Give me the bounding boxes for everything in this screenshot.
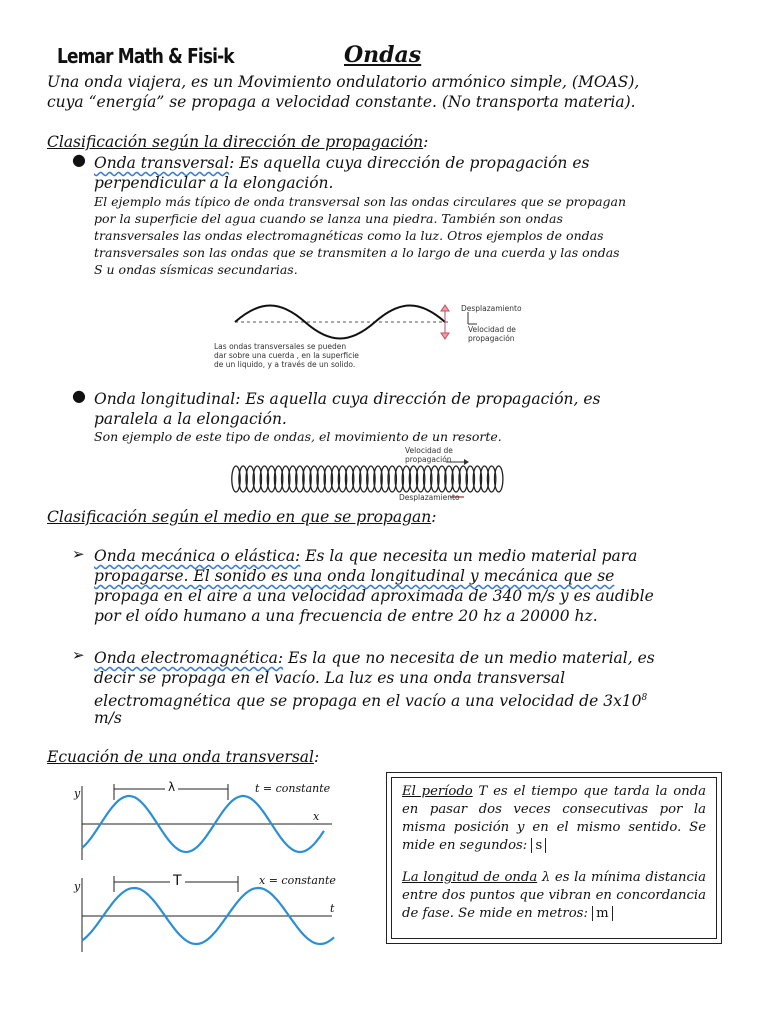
transversal-term: Onda transversal: [94, 154, 230, 172]
electro-line-4: m/s: [94, 709, 122, 727]
mecanica-line-1: [94, 546, 637, 566]
periodo-term: El período: [402, 784, 473, 799]
heading-colon: :: [313, 748, 320, 766]
section-heading-medium: [47, 507, 436, 527]
example-line: transversales las ondas electromagnéticas como la luz. Otros ejemplos de ondas: [94, 228, 604, 243]
spring-velocity-label-2: propagación: [405, 455, 452, 464]
definitions-box-inner: [391, 777, 717, 939]
transversal-velocity-label-2: propagación: [468, 334, 515, 343]
graph1-y-label: y: [74, 787, 81, 800]
transversal-def-line-1: [94, 153, 589, 173]
mecanica-line-2: [94, 566, 614, 586]
longitudinal-def-line-2: paralela a la elongación.: [94, 410, 287, 428]
section-heading-medium-text: Clasificación según el medio en que se propagan: [47, 508, 432, 526]
graph2-x-label: t: [330, 902, 335, 915]
section-heading-equation: [47, 747, 319, 767]
periodo-unit: s: [531, 838, 546, 853]
longitudinal-example: Son ejemplo de este tipo de ondas, el movimiento de un resorte.: [94, 429, 502, 444]
mecanica-line1-rest: Es la que necesita un medio material para: [300, 547, 638, 565]
graph1-condition: t = constante: [255, 782, 331, 795]
transversal-figure-caption: [214, 342, 359, 369]
mecanica-line-2-text: propagarse. El sonido es una onda longitudinal y mecánica que se: [94, 567, 615, 585]
heading-colon: :: [423, 133, 429, 151]
spring-coils: [232, 466, 503, 492]
period-symbol: T: [170, 873, 185, 889]
electro-line1-rest: Es la que no necesita de un medio material, es: [283, 649, 655, 667]
electro-exponent: 8: [641, 693, 648, 703]
longitud-definition: [402, 869, 706, 923]
caption-line: dar sobre una cuerda , en la superficie: [214, 351, 359, 360]
mecanica-term: Onda mecánica o elástica:: [94, 547, 301, 565]
electro-line-1: [94, 648, 655, 668]
mecanica-line-4: por el oído humano a una frecuencia de entre 20 hz a 20000 hz.: [94, 607, 598, 625]
transversal-def-rest: : Es aquella cuya dirección de propagación es: [229, 154, 590, 172]
section-heading-equation-text: Ecuación de una onda transversal: [47, 748, 314, 766]
longitud-text: λ es la mínima distancia entre dos puntos que vibran en concordancia de fase. Se mide en metros:: [402, 870, 706, 921]
brand-logo-text: Lemar Math & Fisi-k: [57, 44, 234, 68]
caption-line: de un liquido, y a través de un solido.: [214, 360, 356, 369]
longitud-term: La longitud de onda: [402, 870, 538, 885]
bullet-dot: ●: [72, 386, 86, 405]
longitudinal-spring-figure: [228, 446, 508, 502]
spring-velocity-arrowhead: [464, 459, 469, 465]
spring-displacement-label: Desplazamiento: [399, 493, 460, 502]
graph1-x-label: x: [313, 810, 320, 823]
transversal-def-line-2: perpendicular a la elongación.: [94, 174, 334, 192]
lambda-symbol: λ: [165, 780, 178, 794]
transversal-velocity-label-1: Velocidad de: [468, 325, 516, 334]
longitud-unit: m: [592, 906, 613, 921]
bullet-dot: ●: [72, 150, 86, 169]
heading-colon: :: [431, 508, 437, 526]
graph2-y-label: y: [74, 880, 81, 893]
transversal-example: [94, 193, 734, 278]
periodo-text: T es el tiempo que tarda la onda en pasar dos veces consecutivas por la misma posición y en el mismo sentido. Se mide en segundos:: [402, 784, 706, 853]
caption-line: Las ondas transversales se pueden: [214, 342, 347, 351]
section-heading-direction-text: Clasificación según la dirección de propagación: [47, 133, 424, 151]
electro-line-3: [94, 688, 647, 711]
section-heading-direction: [47, 132, 428, 152]
mecanica-line-3: propaga en el aire a una velocidad aproximada de 340 m/s y es audible: [94, 587, 654, 605]
longitudinal-def-line-1: Onda longitudinal: Es aquella cuya dirección de propagación, es: [94, 390, 601, 408]
arrow-bullet-icon: ➢: [72, 646, 85, 664]
graph2-condition: x = constante: [259, 874, 336, 887]
example-line: por la superficie del agua cuando se lanza una piedra. También son ondas: [94, 211, 563, 226]
example-line: El ejemplo más típico de onda transversal son las ondas circulares que se propagan: [94, 194, 627, 209]
electro-line-3-text: electromagnética que se propaga en el vacío a una velocidad de 3x10: [94, 692, 642, 711]
electro-term: Onda electromagnética:: [94, 649, 284, 667]
intro-line-2: cuya “energía” se propaga a velocidad constante. (No transporta materia).: [47, 93, 636, 111]
transversal-displacement-label: Desplazamiento: [461, 304, 522, 313]
example-line: transversales son las ondas que se transmiten a lo largo de una cuerda y las ondas: [94, 245, 620, 260]
spring-velocity-label-1: Velocidad de: [405, 446, 453, 455]
intro-line-1: Una onda viajera, es un Movimiento ondulatorio armónico simple, (MOAS),: [47, 73, 640, 91]
arrow-bullet-icon: ➢: [72, 545, 85, 563]
periodo-definition: [402, 783, 706, 855]
page-title: Ondas: [344, 42, 422, 68]
example-line: S u ondas sísmicas secundarias.: [94, 262, 298, 277]
definitions-box: [386, 772, 722, 944]
electro-line-2: decir se propaga en el vacío. La luz es una onda transversal: [94, 669, 566, 687]
